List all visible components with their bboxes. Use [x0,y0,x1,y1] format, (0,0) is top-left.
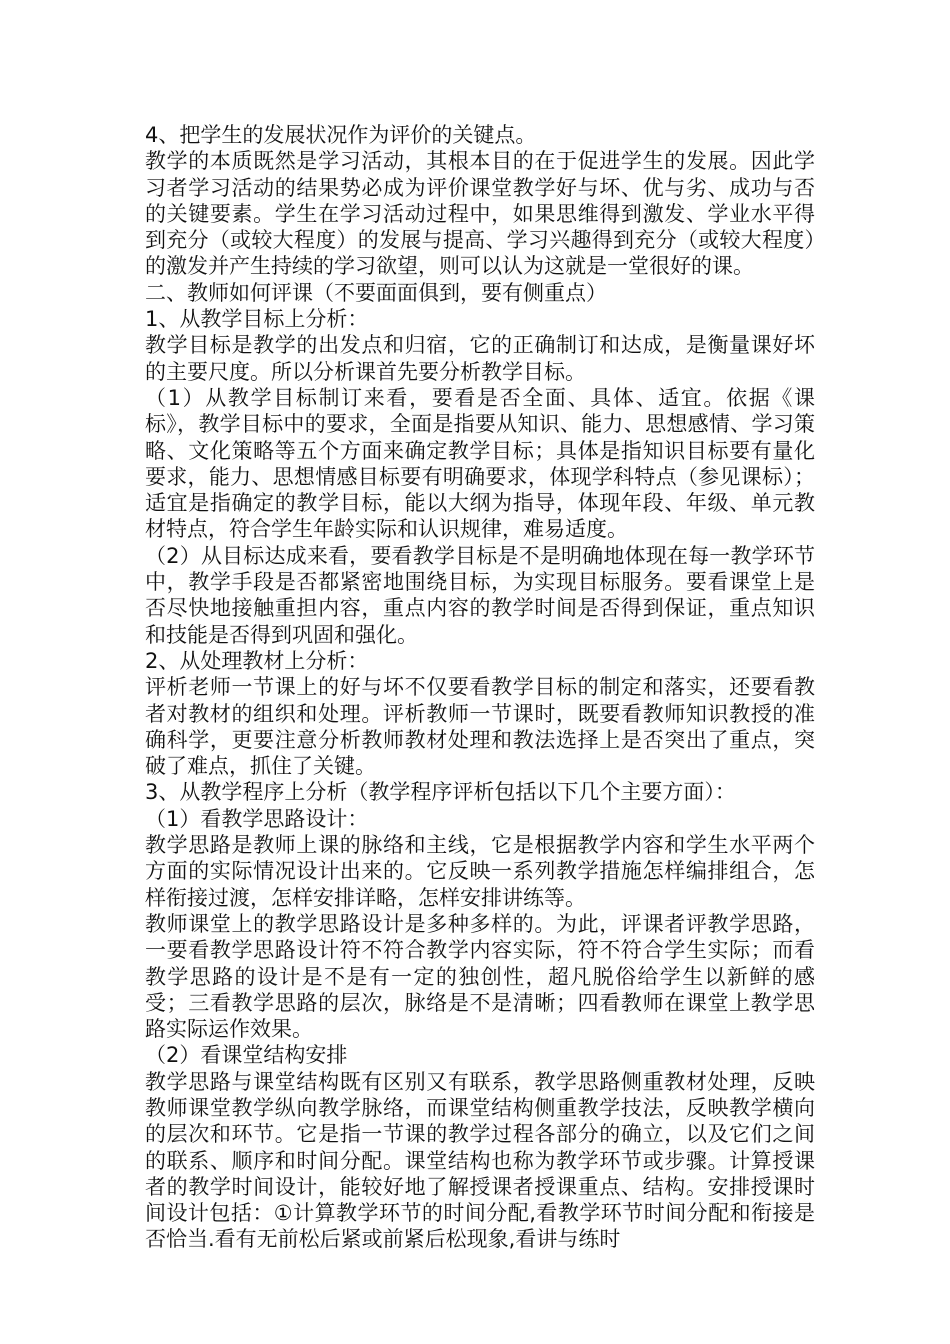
subheading-teaching-objectives: 1、从教学目标上分析： [145,307,369,332]
section-heading-how-to-evaluate: 二、教师如何评课（不要面面俱到，要有侧重点） [145,280,607,305]
heading-point-4: 4、把学生的发展状况作为评价的关键点。 [145,123,537,147]
paragraph-class-structure: 教学思路与课堂结构既有区别又有联系，教学思路侧重教材处理，反映教师课堂教学纵向教学脉络，而课堂结构侧重教学技法，反映教学横向的层次和环节。它是指一节课的教学过程各部分的确立，以及它们之间的联系、顺序和时间分配。课堂结构也称为教学环节或步骤。计算授课者的教学时间设计，能较好地了解授课者授课重点、结构。安排授课时间设计包括：①计算教学环节的时间分配,看教学环节时间分配和衔接是否恰当.看有无前松后紧或前紧后松现象,看讲与练时 [145,1069,815,1252]
paragraph-objectives-intro: 教学目标是教学的出发点和归宿，它的正确制订和达成，是衡量课好坏的主要尺度。所以分析课首先要分析教学目标。 [145,333,815,384]
paragraph-learning-outcome: 教学的本质既然是学习活动，其根本目的在于促进学生的发展。因此学习者学习活动的结果势必成为评价课堂教学好与坏、优与劣、成功与否的关键要素。学生在学习活动过程中，如果思维得到激发、学业水平得到充分（或较大程度）的发展与提高、学习兴趣得到充分（或较大程度）的激发并产生持续的学习欲望，则可以认为这就是一堂很好的课。 [145,149,815,279]
subheading-teaching-approach-design: （1）看教学思路设计： [145,806,369,831]
paragraph-teaching-materials: 评析老师一节课上的好与坏不仅要看教学目标的制定和落实，还要看教者对教材的组织和处理。评析教师一节课时，既要看教师知识教授的准确科学，更要注意分析教师教材处理和教法选择上是否突出了重点，突破了难点，抓住了关键。 [145,675,815,779]
paragraph-objectives-achievement: （2）从目标达成来看，要看教学目标是不是明确地体现在每一教学环节中，教学手段是否都紧密地围绕目标，为实现目标服务。要看课堂上是否尽快地接触重担内容，重点内容的教学时间是否得到保证，重点知识和技能是否得到巩固和强化。 [145,543,815,647]
paragraph-teaching-approach-definition: 教学思路是教师上课的脉络和主线，它是根据教学内容和学生水平两个方面的实际情况设计出来的。它反映一系列教学措施怎样编排组合，怎样衔接过渡，怎样安排详略，怎样安排讲练等。 [145,833,815,910]
paragraph-objectives-formulation: （1）从教学目标制订来看，要看是否全面、具体、适宜。依据《课标》，教学目标中的要求，全面是指要从知识、能力、思想感情、学习策略、文化策略等五个方面来确定教学目标；具体是指知识目标要有量化要求，能力、思想情感目标要有明确要求，体现学科特点（参见课标）；适宜是指确定的教学目标，能以大纲为指导，体现年段、年级、单元教材特点，符合学生年龄实际和认识规律，难易适度。 [145,385,815,542]
paragraph-teaching-approach-evaluation: 教师课堂上的教学思路设计是多种多样的。为此，评课者评教学思路，一要看教学思路设计符不符合教学内容实际，符不符合学生实际；而看教学思路的设计是不是有一定的独创性，超凡脱俗给学生以新鲜的感受；三看教学思路的层次，脉络是不是清晰；四看教师在课堂上教学思路实际运作效果。 [145,911,815,1042]
document-body [145,122,815,1253]
subheading-class-structure: （2）看课堂结构安排 [145,1043,348,1068]
subheading-teaching-procedure: 3、从教学程序上分析（教学程序评析包括以下几个主要方面）： [145,780,736,805]
subheading-teaching-materials: 2、从处理教材上分析： [145,648,369,673]
